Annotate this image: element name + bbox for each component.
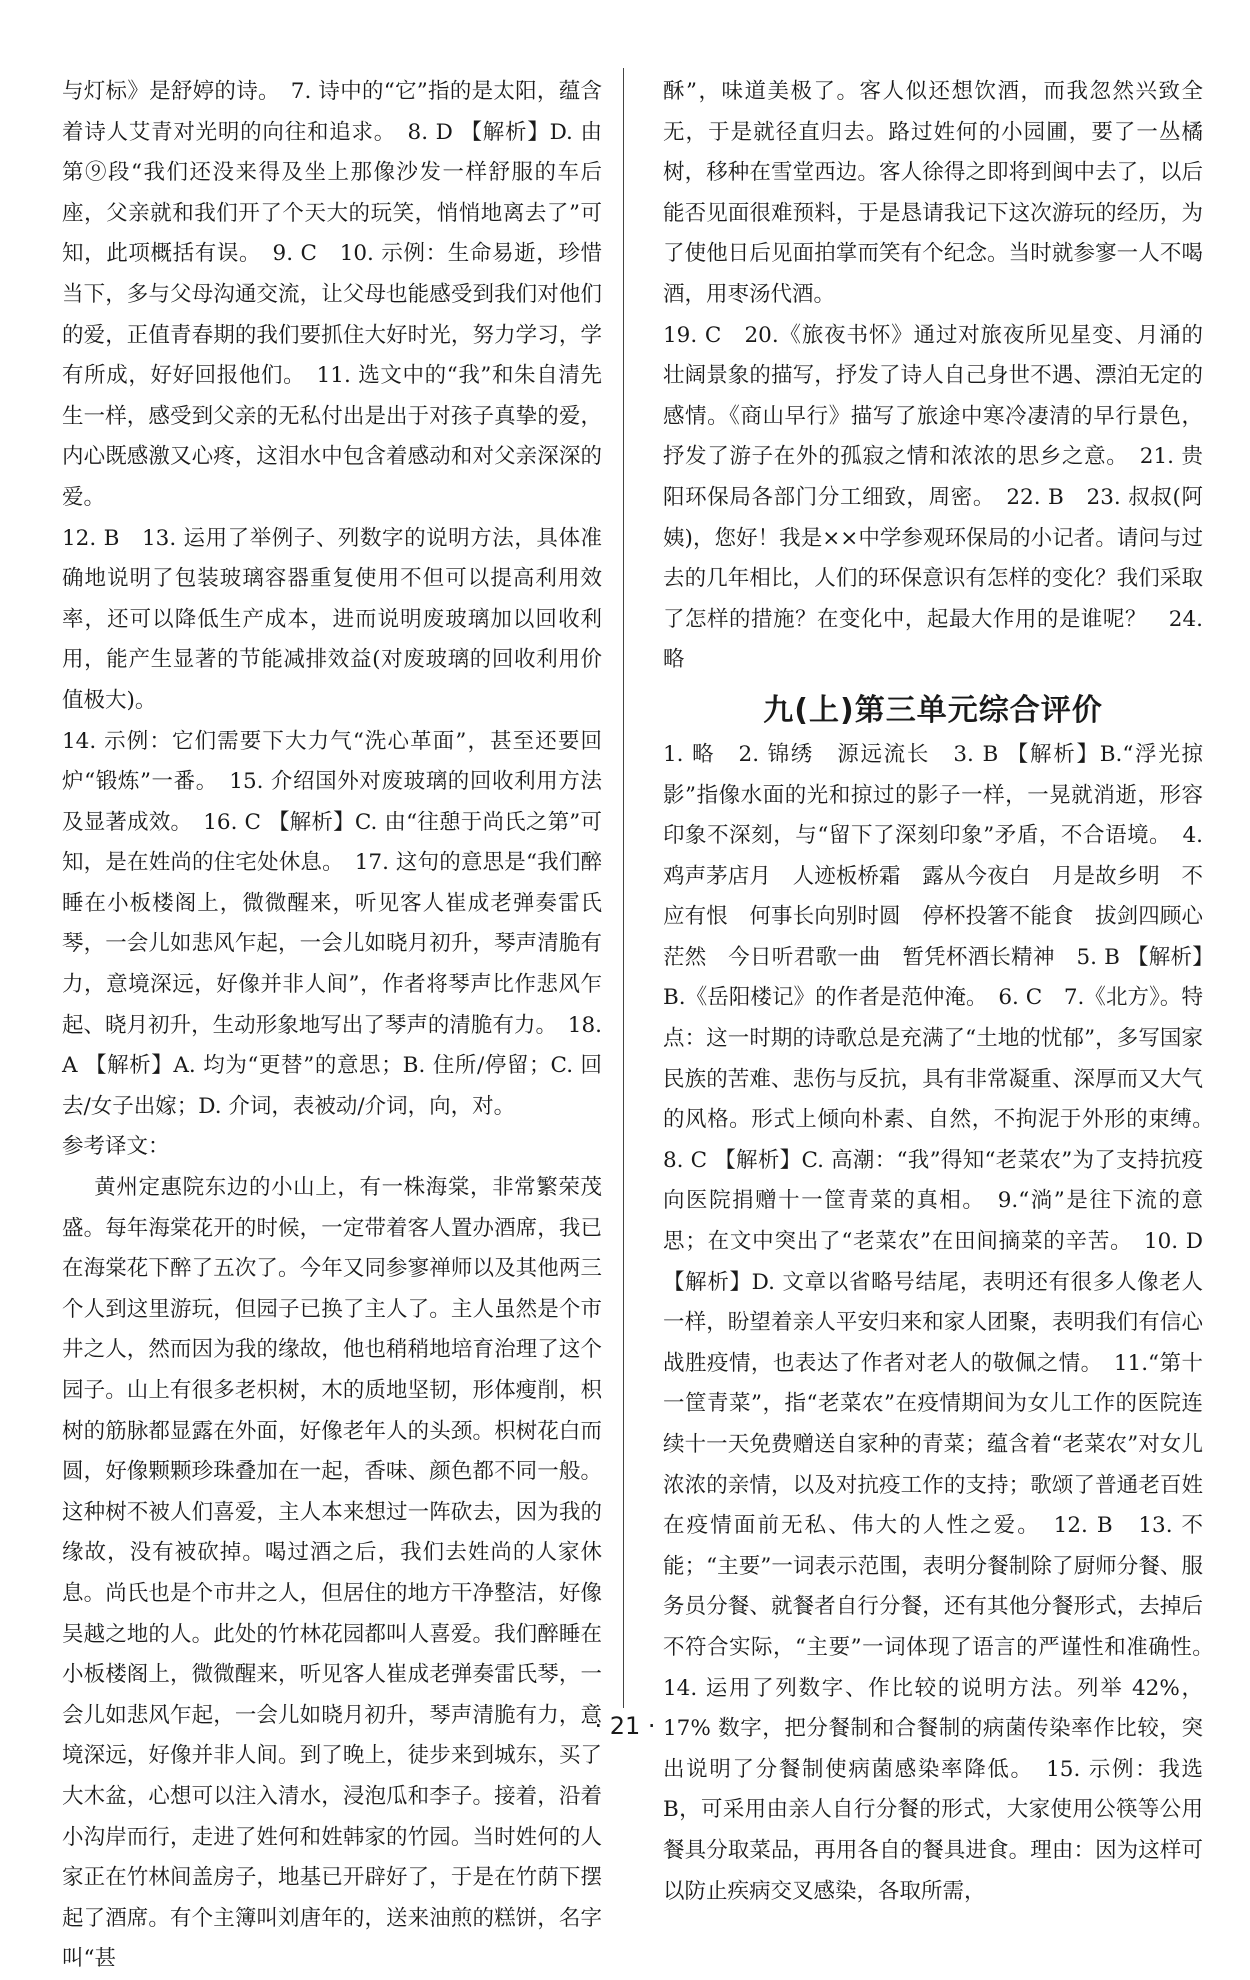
answer-block-2: 12. B 13. 运用了举例子、列数字的说明方法，具体准确地说明了包装玻璃容器重复使用不但可以提高利用效率，还可以降低生产成本，进而说明废玻璃加以回收利用，能产生显著的节能减排效益(对废玻璃的回收利用价值极大)。 xyxy=(62,525,602,713)
answer-block-3: 14. 示例：它们需要下大力气“洗心革面”，甚至还要回炉“锻炼”一番。 15. 介绍国外对废玻璃的回收利用方法及显著成效。 16. C 【解析】C. 由“往憩于尚氏之第”可知，是在姓尚的住宅处休息。 17. 这句的意思是“我们醉睡在小板楼阁上，微微醒来，听见客人崔成老弹奏雷氏琴，一会儿如悲风乍起，一会儿如晓月初升，琴声清脆有力，意境深远，好像并非人间”，作者将琴声比作悲风乍起、晓月初升，生动形象地写出了琴声的清脆有力。 18. A 【解析】A. 均为“更替”的意思；B. 住所/停留；C. 回去/女子出嫁；D. 介词，表被动/介词，向，对。 xyxy=(62,728,602,1119)
column-divider xyxy=(623,68,624,1708)
answer-block-1: 与灯标》是舒婷的诗。 7. 诗中的“它”指的是太阳，蕴含着诗人艾青对光明的向往和追求。 8. D 【解析】D. 由第⑨段“我们还没来得及坐上那像沙发一样舒服的车后座，父亲就和我们开了个天大的玩笑，悄悄地离去了”可知，此项概括有误。 9. C 10. 示例：生命易逝，珍惜当下，多与父母沟通交流，让父母也能感受到我们对他们的爱，正值青春期的我们要抓住大好时光，努力学习，学有所成，好好回报他们。 11. 选文中的“我”和朱自清先生一样，感受到父亲的无私付出是出于对孩子真挚的爱，内心既感激又心疼，这泪水中包含着感动和对父亲深深的爱。 xyxy=(62,79,602,510)
page-number: · 21 · xyxy=(594,1712,656,1740)
answer-block-4: 19. C 20.《旅夜书怀》通过对旅夜所见星变、月涌的壮阔景象的描写，抒发了诗人自己身世不遇、漂泊无定的感情。《商山早行》描写了旅途中寒冷凄清的早行景色，抒发了游子在外的孤寂之情和浓浓的思乡之意。 21. 贵阳环保局各部门分工细致，周密。 22. B 23. 叔叔(阿姨)，您好！我是××中学参观环保局的小记者。请问与过去的几年相比，人们的环保意识有怎样的变化？我们采取了怎样的措施？在变化中，起最大作用的是谁呢？ 24. 略 xyxy=(663,322,1203,673)
translation-text: 黄州定惠院东边的小山上，有一株海棠，非常繁荣茂盛。每年海棠花开的时候，一定带着客人置办酒席，我已在海棠花下醉了五次了。今年又同参寥禅师以及其他两三个人到这里游玩，但园子已换了主人了。主人虽然是个市井之人，然而因为我的缘故，他也稍稍地培育治理了这个园子。山上有很多老枳树，木的质地坚韧，形体瘦削，枳树的筋脉都显露在外面，好像老年人的头颈。枳树花白而圆，好像颗颗珍珠叠加在一起，香味、颜色都不同一般。这种树不被人们喜爱，主人本来想过一阵砍去，因为我的缘故，没有被砍掉。喝过酒之后，我们去姓尚的人家休息。尚氏也是个市井之人，但居住的地方干净整洁，好像吴越之地的人。此处的竹林花园都叫人喜爱。我们醉睡在小板楼阁上，微微醒来，听见客人崔成老弹奏雷氏琴，一会儿如悲风乍起，一会儿如晓月初升，琴声清脆有力，意境深远，好像并非人间。到了晚上，徒步来到城东，买了大木盆，心想可以注入清水，浸泡瓜和李子。接着，沿着小沟岸而行，走进了姓何和姓韩家的竹园。当时姓何的人家正在竹林间盖房子，地基已开辟好了，于是在竹荫下摆起了酒席。有个主簿叫刘唐年的，送来油煎的糕饼，名字叫“甚 xyxy=(62,1175,602,1972)
translation-continued: 酥”，味道美极了。客人似还想饮酒，而我忽然兴致全无，于是就径直归去。路过姓何的小园圃，要了一丛橘树，移种在雪堂西边。客人徐得之即将到闽中去了，以后能否见面很难预料，于是恳请我记下这次游玩的经历，为了使他日后见面拍掌而笑有个纪念。当时就参寥一人不喝酒，用枣汤代酒。 xyxy=(663,79,1203,307)
answer-block-5: 1. 略 2. 锦绣 源远流长 3. B 【解析】B.“浮光掠影”指像水面的光和掠过的影子一样，一晃就消逝，形容印象不深刻，与“留下了深刻印象”矛盾，不合语境。 4. 鸡声茅店月 人迹板桥霜 露从今夜白 月是故乡明 不应有恨 何事长向别时圆 停杯投箸不能食 拔剑四顾心茫然 今日听君歌一曲 暂凭杯酒长精神 5. B 【解析】B.《岳阳楼记》的作者是范仲淹。 6. C 7.《北方》。特点：这一时期的诗歌总是充满了“土地的忧郁”，多写国家民族的苦难、悲伤与反抗，具有非常凝重、深厚而又大气的风格。形式上倾向朴素、自然，不拘泥于外形的束缚。 8. C 【解析】C. 高潮：“我”得知“老菜农”为了支持抗疫向医院捐赠十一筐青菜的真相。 9.“淌”是往下流的意思；在文中突出了“老菜农”在田间摘菜的辛苦。 10. D 【解析】D. 文章以省略号结尾，表明还有很多人像老人一样，盼望着亲人平安归来和家人团聚，表明我们有信心战胜疫情，也表达了作者对老人的敬佩之情。 11.“第十一筐青菜”，指“老菜农”在疫情期间为女儿工作的医院连续十一天免费赠送自家种的青菜；蕴含着“老菜农”对女儿浓浓的亲情，以及对抗疫工作的支持；歌颂了普通老百姓在疫情面前无私、伟大的人性之爱。 12. B 13. 不能；“主要”一词表示范围，表明分餐制除了厨师分餐、服务员分餐、就餐者自行分餐，还有其他分餐形式，去掉后不符合实际，“主要”一词体现了语言的严谨性和准确性。 14. 运用了列数字、作比较的说明方法。列举 42%，17% 数字，把分餐制和合餐制的病菌传染率作比较，突出说明了分餐制使病菌感染率降低。 15. 示例：我选 B，可采用由亲人自行分餐的形式，大家使用公筷等公用餐具分取菜品，再用各自的餐具进食。理由：因为这样可以防止疾病交叉感染，各取所需， xyxy=(663,741,1225,1904)
translation-label: 参考译文： xyxy=(62,1134,170,1160)
right-column xyxy=(663,72,1225,1912)
section-title: 九(上)第三单元综合评价 xyxy=(763,692,1103,728)
left-column xyxy=(62,72,602,1980)
